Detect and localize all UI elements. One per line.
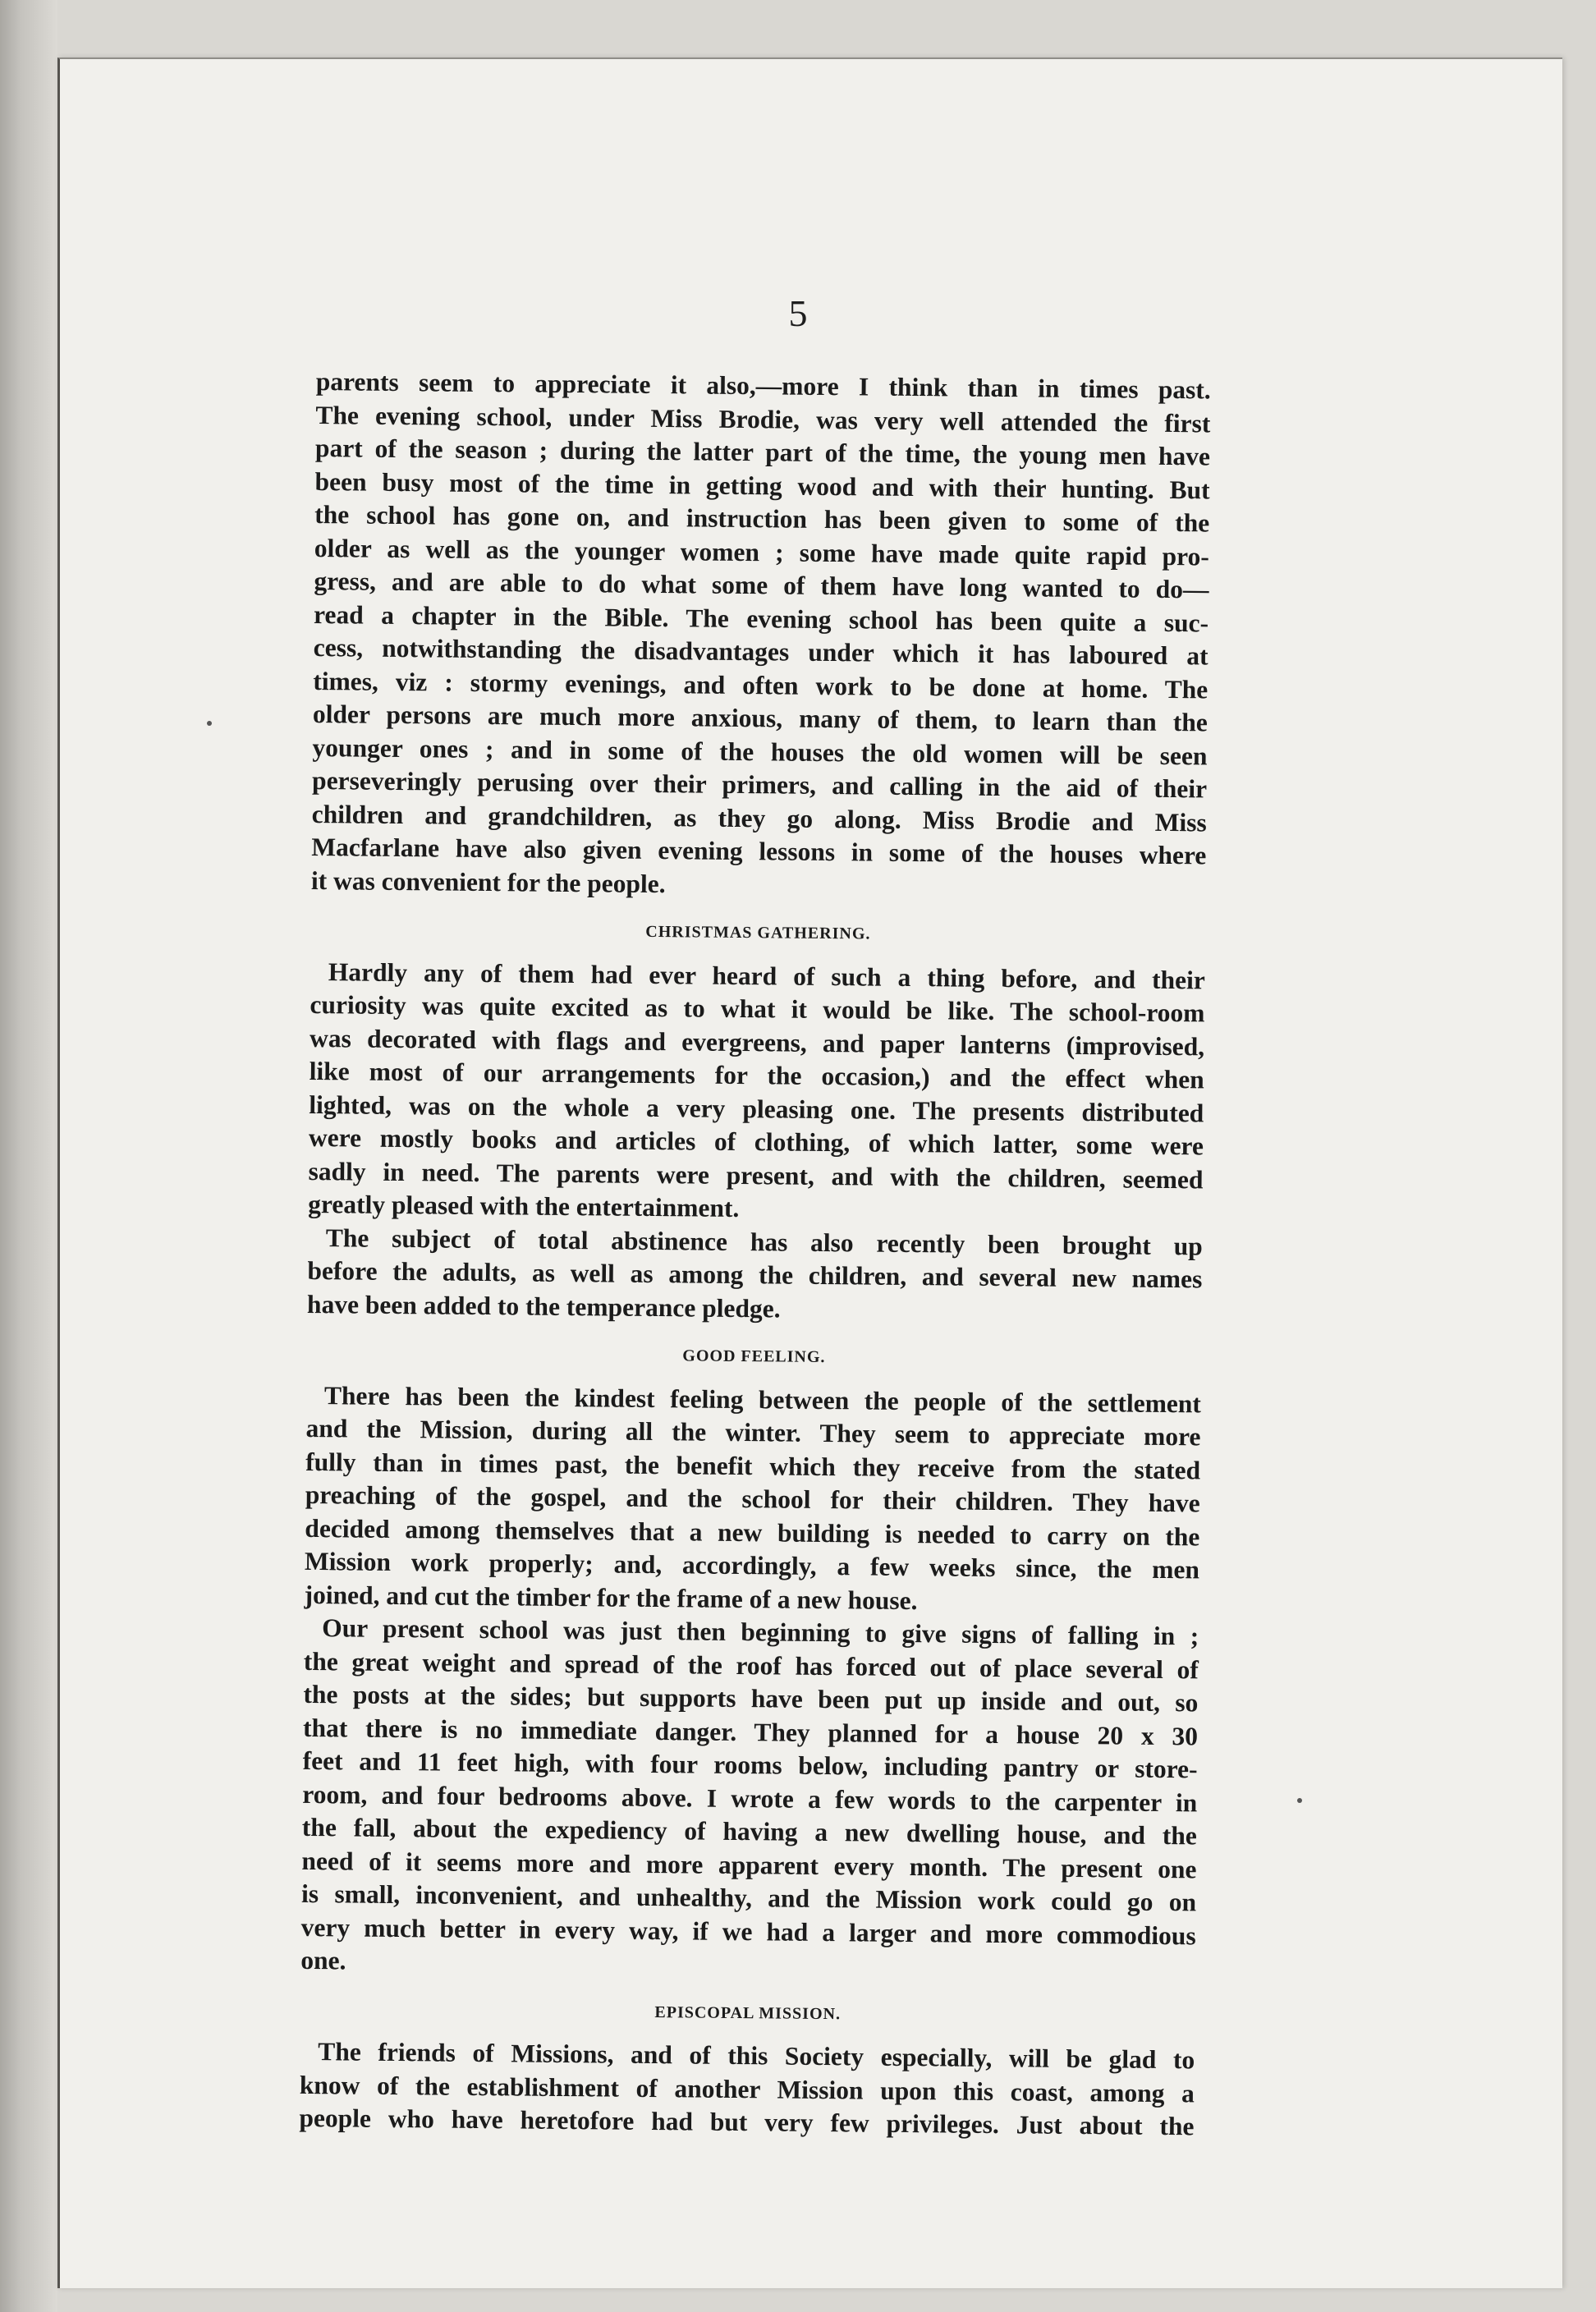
text-line: the great weight and spread of the roof has forced out of place several of <box>303 1646 1199 1684</box>
scan-left-edge <box>0 0 57 2312</box>
text-line: joined, and cut the timber for the frame of a new house. <box>304 1580 918 1615</box>
text-line: Macfarlane have also given evening lessons in some of the houses where <box>311 832 1207 870</box>
text-line: the school has gone on, and instruction has been given to some of the <box>314 499 1210 538</box>
text-line: that there is no immediate danger. They planned for a house 20 x 30 <box>302 1713 1199 1750</box>
text-line: greatly pleased with the entertainment. <box>308 1189 740 1223</box>
text-line: Hardly any of them had ever heard of such a thing before, and their <box>328 956 1206 994</box>
text-line: read a chapter in the Bible. The evening school has been quite a suc- <box>313 599 1209 637</box>
text-line: Our present school was just then beginning to give signs of falling in ; <box>322 1613 1199 1651</box>
text-line: the posts at the sides; but supports have been put up inside and out, so <box>303 1679 1199 1718</box>
text-line: and the Mission, during all the winter. They seem to appreciate more <box>305 1413 1201 1452</box>
text-line: The subject of total abstinence has also recently been brought up <box>325 1223 1203 1260</box>
text-line: it was convenient for the people. <box>310 865 666 898</box>
christmas-section <box>307 955 1205 1329</box>
text-line: one. <box>300 1945 346 1975</box>
text-line: part of the season ; during the latter part of the time, the young men have <box>314 433 1211 471</box>
text-line: sadly in need. The parents were present, and with the children, seemed <box>308 1156 1204 1194</box>
text-line: times, viz : stormy evenings, and often work to be done at home. The <box>313 666 1208 704</box>
text-line: preaching of the gospel, and the school for their children. They have <box>305 1479 1200 1518</box>
text-line: feet and 11 feet high, with four rooms below, including pantry or store- <box>302 1745 1198 1784</box>
text-line: like most of our arrangements for the occasion,) and the effect when <box>309 1056 1204 1094</box>
text-line: room, and four bedrooms above. I wrote a few words to the carpenter in <box>302 1779 1198 1817</box>
text-line: children and grandchildren, as they go along. Miss Brodie and Miss <box>311 799 1207 837</box>
text-line: was decorated with flags and evergreens, and paper lanterns (improvised, <box>309 1023 1205 1061</box>
text-line: were mostly books and articles of clothing, of which latter, some were <box>308 1122 1204 1161</box>
page-speck <box>207 721 212 726</box>
text-line: older as well as the younger women ; some have made quite rapid pro- <box>314 533 1209 571</box>
text-line: There has been the kindest feeling between the people of the settlement <box>323 1380 1202 1418</box>
text-line: lighted, was on the whole a very pleasing one. The presents distributed <box>309 1089 1204 1127</box>
text-line: perseveringly perusing over their primers, and calling in the aid of their <box>311 765 1208 804</box>
text-line: need of it seems more and more apparent every month. The present one <box>301 1846 1197 1883</box>
text-line: Mission work properly; and, accordingly, a few weeks since, the men <box>304 1546 1200 1585</box>
text-line: gress, and are able to do what some of them have long wanted to do— <box>314 566 1209 604</box>
text-line: know of the establishment of another Mission upon this coast, among a <box>299 2070 1195 2108</box>
text-line: cess, notwithstanding the disadvantages under which it has laboured at <box>313 632 1208 671</box>
text-line: before the adults, as well as among the children, and several new names <box>307 1255 1203 1294</box>
document-body <box>299 365 1211 2144</box>
page-speck <box>1297 1798 1302 1803</box>
text-line: very much better in every way, if we had a larger and more commodious <box>300 1912 1196 1950</box>
page-number: 5 <box>788 292 808 334</box>
intro-paragraph <box>311 365 1211 906</box>
text-line: fully than in times past, the benefit which they receive from the stated <box>305 1447 1201 1484</box>
text-line: have been added to the temperance pledge. <box>306 1289 781 1323</box>
text-line: parents seem to appreciate it also,—more I think than in times past. <box>315 366 1211 405</box>
text-line: The friends of Missions, and of this Society especially, will be glad to <box>318 2037 1195 2075</box>
text-line: is small, inconvenient, and unhealthy, and the Mission work could go on <box>300 1878 1197 1917</box>
text-line: curiosity was quite excited as to what it would be like. The school-room <box>310 989 1205 1028</box>
heading-good-feeling: GOOD FEELING. <box>682 1346 826 1367</box>
text-line: been busy most of the time in getting wood and with their hunting. But <box>314 466 1210 504</box>
episcopal-section <box>299 2035 1195 2144</box>
text-line: older persons are much more anxious, many of them, to learn than the <box>312 699 1208 737</box>
heading-christmas-gathering: CHRISTMAS GATHERING. <box>645 922 871 943</box>
text-line: people who have heretofore had but very few privileges. Just about the <box>299 2103 1195 2141</box>
text-line: younger ones ; and in some of the houses the old women will be seen <box>312 732 1208 770</box>
good-feeling-section <box>300 1378 1201 1985</box>
text-line: decided among themselves that a new building is needed to carry on the <box>305 1513 1200 1551</box>
heading-episcopal-mission: EPISCOPAL MISSION. <box>654 2002 842 2023</box>
text-line: The evening school, under Miss Brodie, was very well attended the first <box>315 400 1211 438</box>
text-line: the fall, about the expediency of having a new dwelling house, and the <box>301 1812 1198 1851</box>
